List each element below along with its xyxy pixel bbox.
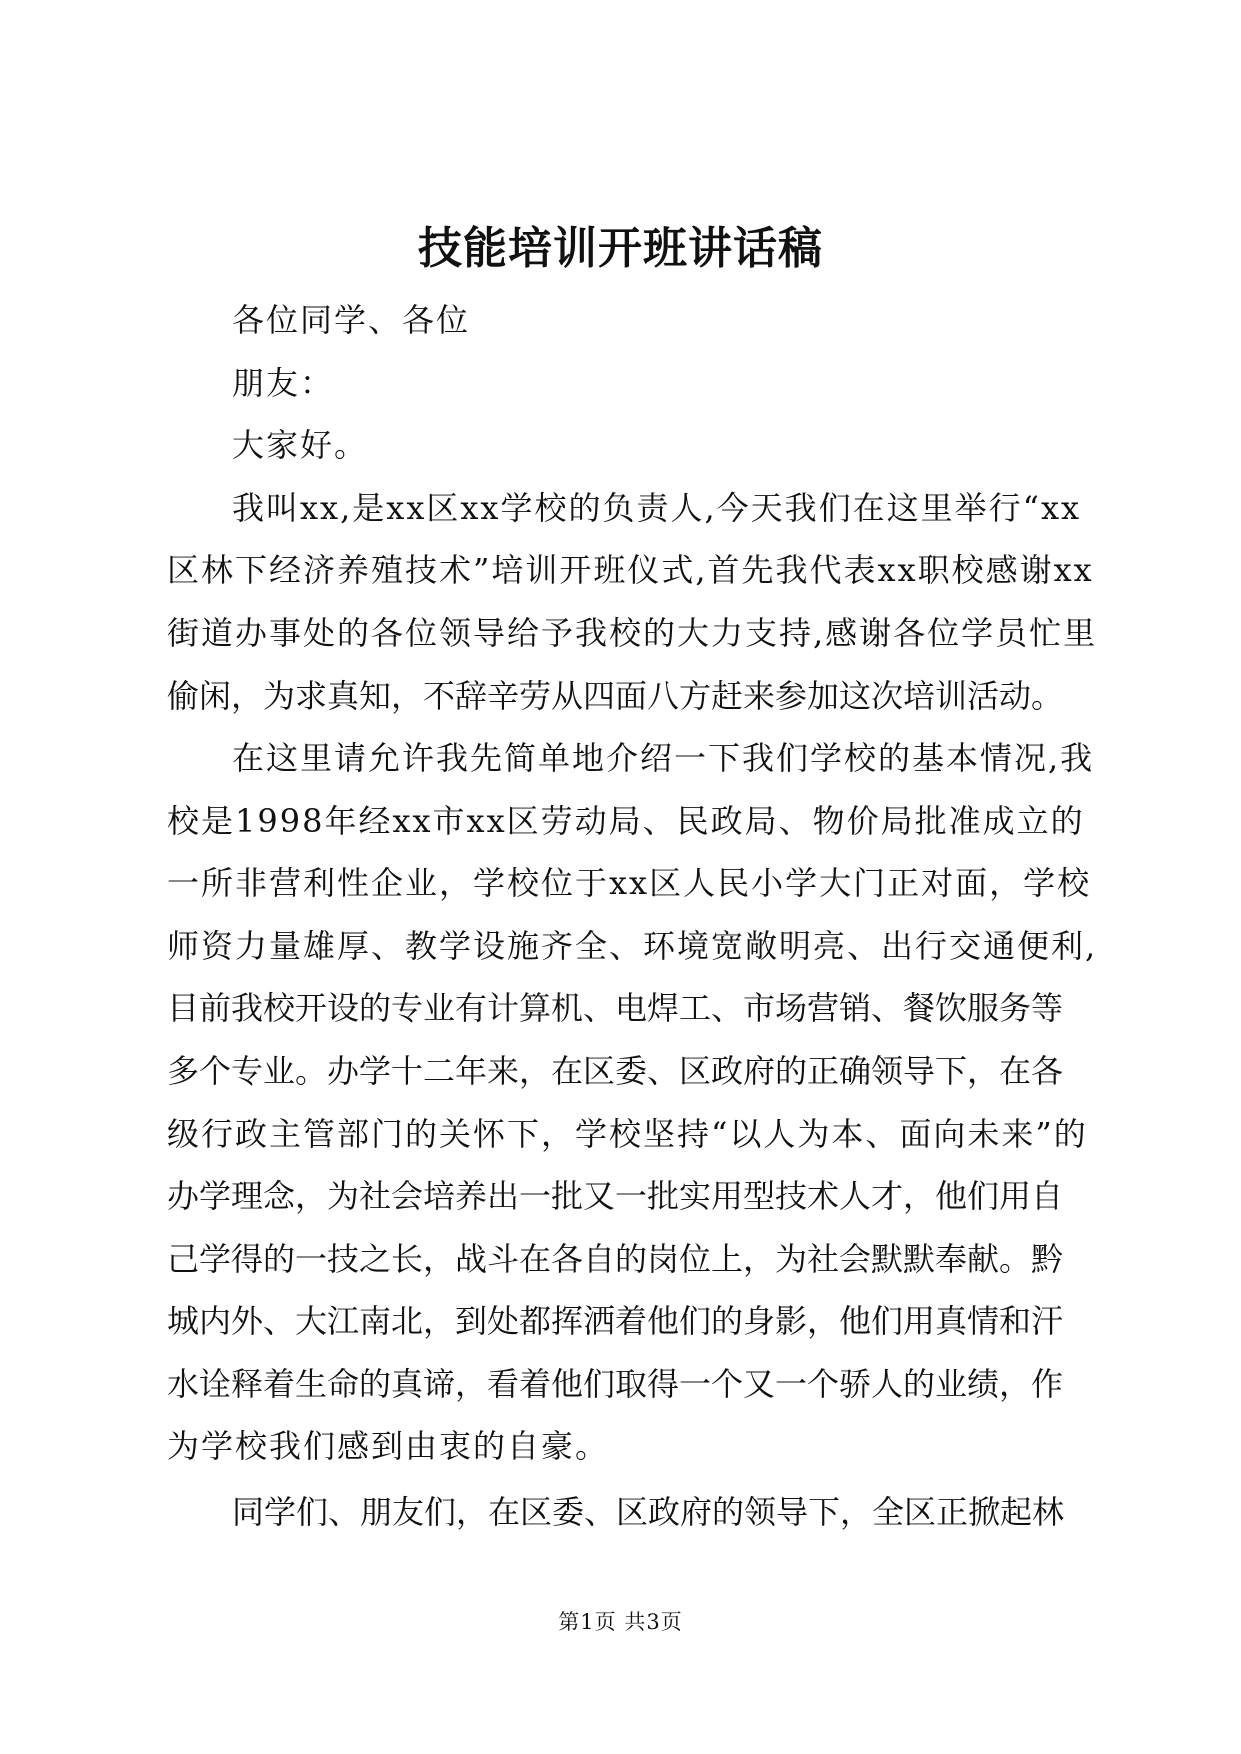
text-line: 大家好。 <box>232 426 369 464</box>
text-line: 一所非营利性企业，学校位于xx区人民小学大门正对面，学校 <box>167 864 1092 902</box>
text-line: 多个专业。办学十二年来，在区委、区政府的正确领导下，在各 <box>167 1052 1064 1090</box>
text-line: 办学理念，为社会培养出一批又一批实用型技术人才，他们用自 <box>167 1177 1064 1215</box>
page-footer: 第1页 共3页 <box>558 1610 683 1634</box>
text-line: 同学们、朋友们，在区委、区政府的领导下，全区正掀起林 <box>232 1493 1065 1531</box>
text-line: 师资力量雄厚、教学设施齐全、环境宽敞明亮、出行交通便利, <box>167 927 1098 965</box>
text-line: 级行政主管部门的关怀下，学校坚持“以人为本、面向未来”的 <box>167 1115 1088 1153</box>
text-line: 己学得的一技之长，战斗在各自的岗位上，为社会默默奉献。黔 <box>167 1240 1064 1278</box>
text-line: 在这里请允许我先简单地介绍一下我们学校的基本情况,我 <box>232 739 1095 777</box>
text-line: 目前我校开设的专业有计算机、电焊工、市场营销、餐饮服务等 <box>167 989 1064 1027</box>
text-line: 各位同学、各位 <box>232 301 471 339</box>
text-line: 校是1998年经xx市xx区劳动局、民政局、物价局批准成立的 <box>167 802 1085 840</box>
text-line: 偷闲，为求真知，不辞辛劳从四面八方赶来参加这次培训活动。 <box>167 677 1064 715</box>
text-line: 水诠释着生命的真谛，看着他们取得一个又一个骄人的业绩，作 <box>167 1365 1064 1403</box>
text-line: 街道办事处的各位领导给予我校的大力支持,感谢各位学员忙里 <box>167 614 1098 652</box>
text-line: 朋友： <box>232 364 335 402</box>
text-line: 城内外、大江南北，到处都挥洒着他们的身影，他们用真情和汗 <box>167 1302 1064 1340</box>
text-line: 区林下经济养殖技术”培训开班仪式,首先我代表xx职校感谢xx <box>167 551 1094 589</box>
document-title: 技能培训开班讲话稿 <box>418 223 823 274</box>
text-line: 我叫xx,是xx区xx学校的负责人,今天我们在这里举行“xx <box>232 489 1082 527</box>
text-line: 为学校我们感到由衷的自豪。 <box>167 1427 610 1465</box>
